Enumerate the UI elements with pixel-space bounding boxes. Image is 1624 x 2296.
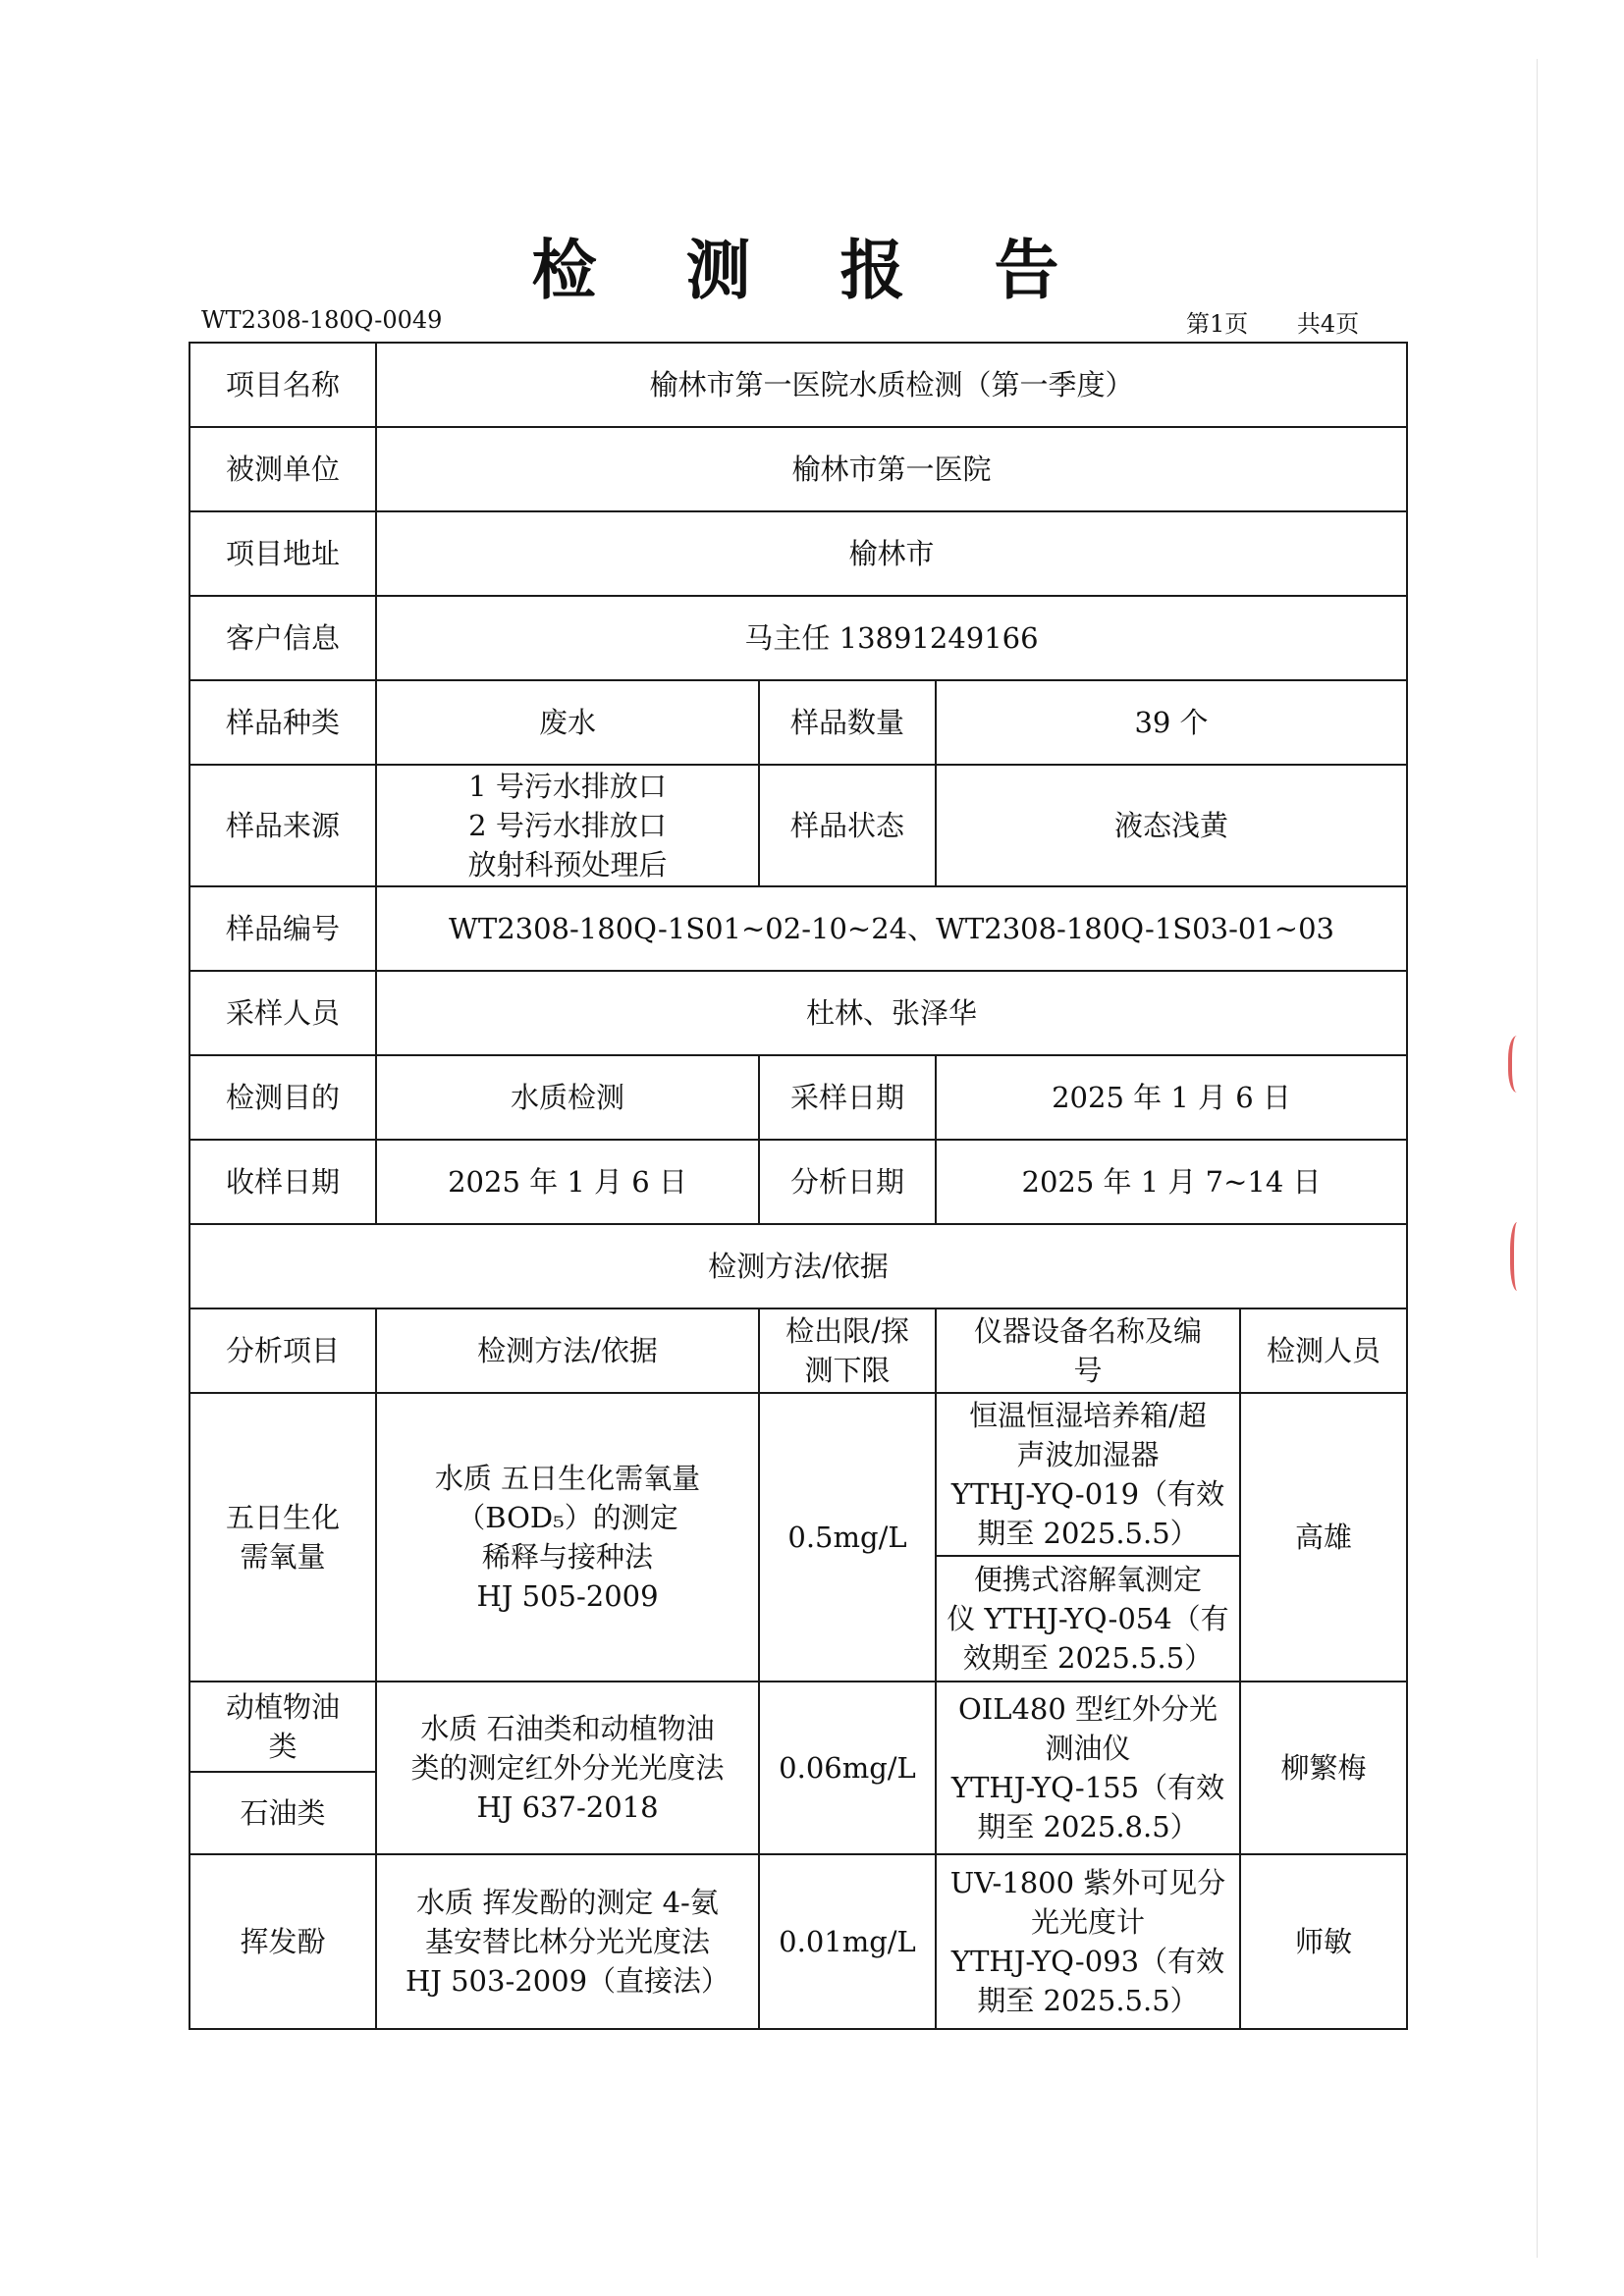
seal-fragment bbox=[1510, 1222, 1528, 1291]
item-line: 需氧量 bbox=[240, 1540, 326, 1574]
instrument-line: 期至 2025.5.5） bbox=[977, 1517, 1199, 1551]
analyst-bod: 高雄 bbox=[1240, 1393, 1407, 1682]
page-total: 共4页 bbox=[1296, 310, 1360, 338]
report-number: WT2308-180Q-0049 bbox=[201, 306, 443, 334]
label-samplers: 采样人员 bbox=[189, 971, 376, 1055]
instrument-line: YTHJ-YQ-155（有效 bbox=[950, 1771, 1225, 1804]
item-phenol: 挥发酚 bbox=[189, 1854, 376, 2029]
instrument-line: 恒温恒湿培养箱/超 bbox=[969, 1398, 1207, 1432]
label-project-name: 项目名称 bbox=[189, 343, 376, 427]
instrument-oil bbox=[936, 1682, 1240, 1854]
instrument-line: 声波加湿器 bbox=[1016, 1437, 1160, 1471]
scan-edge-line bbox=[1537, 59, 1538, 2258]
header-instrument-line: 仪器设备名称及编 bbox=[973, 1313, 1202, 1348]
row-phenol bbox=[189, 1854, 1407, 2029]
header-limit-line: 检出限/探 bbox=[785, 1313, 909, 1348]
row-purpose bbox=[189, 1055, 1407, 1140]
page-current: 第1页 bbox=[1186, 310, 1249, 338]
row-client-info bbox=[189, 596, 1407, 680]
header-method: 检测方法/依据 bbox=[376, 1308, 759, 1393]
methods-section-title: 检测方法/依据 bbox=[189, 1224, 1407, 1308]
item-animal-veg-oil bbox=[189, 1682, 376, 1772]
label-inspected-unit: 被测单位 bbox=[189, 427, 376, 511]
row-sample-id bbox=[189, 886, 1407, 971]
header-instrument bbox=[936, 1308, 1240, 1393]
instrument-line: 仪 YTHJ-YQ-054（有 bbox=[947, 1601, 1229, 1635]
instrument-line: 光光度计 bbox=[1030, 1904, 1145, 1939]
label-purpose: 检测目的 bbox=[189, 1055, 376, 1140]
label-sample-type: 样品种类 bbox=[189, 680, 376, 765]
label-sampling-date: 采样日期 bbox=[759, 1055, 936, 1140]
label-sample-source: 样品来源 bbox=[189, 765, 376, 886]
value-sample-id: WT2308-180Q-1S01~02-10~24、WT2308-180Q-1S03-01~03 bbox=[376, 886, 1407, 971]
method-line: 水质 挥发酚的测定 4-氨 bbox=[416, 1885, 719, 1919]
label-sample-count: 样品数量 bbox=[759, 680, 936, 765]
instrument-line: 便携式溶解氧测定 bbox=[973, 1562, 1202, 1596]
page-title: 检 测 报 告 bbox=[531, 233, 1093, 308]
method-line: 水质 五日生化需氧量 bbox=[434, 1461, 701, 1495]
value-purpose: 水质检测 bbox=[376, 1055, 759, 1140]
value-inspected-unit: 榆林市第一医院 bbox=[376, 427, 1407, 511]
limit-oil: 0.06mg/L bbox=[759, 1682, 936, 1854]
seal-fragment bbox=[1508, 1036, 1530, 1093]
header-limit bbox=[759, 1308, 936, 1393]
item-line: 五日生化 bbox=[225, 1500, 340, 1534]
item-petroleum: 石油类 bbox=[189, 1772, 376, 1854]
row-sample-type bbox=[189, 680, 1407, 765]
value-sample-count: 39 个 bbox=[936, 680, 1407, 765]
value-project-address: 榆林市 bbox=[376, 511, 1407, 596]
header-item: 分析项目 bbox=[189, 1308, 376, 1393]
method-line: 基安替比林分光光度法 bbox=[424, 1924, 710, 1958]
instrument-line: OIL480 型红外分光 bbox=[957, 1691, 1218, 1726]
limit-bod: 0.5mg/L bbox=[759, 1393, 936, 1682]
item-bod bbox=[189, 1393, 376, 1682]
row-methods-title bbox=[189, 1224, 1407, 1308]
item-line: 动植物油 bbox=[225, 1689, 340, 1724]
row-samplers bbox=[189, 971, 1407, 1055]
instrument-line: 测油仪 bbox=[1045, 1731, 1131, 1765]
analyst-phenol: 师敏 bbox=[1240, 1854, 1407, 2029]
value-sampling-date: 2025 年 1 月 6 日 bbox=[936, 1055, 1407, 1140]
label-sample-state: 样品状态 bbox=[759, 765, 936, 886]
row-bod-a bbox=[189, 1393, 1407, 1556]
source-line: 2 号污水排放口 bbox=[468, 808, 667, 842]
instrument-bod-2 bbox=[936, 1556, 1240, 1682]
method-line: HJ 505-2009 bbox=[476, 1579, 659, 1614]
method-line: 类的测定红外分光光度法 bbox=[410, 1750, 725, 1785]
row-oil-a bbox=[189, 1682, 1407, 1772]
value-samplers: 杜林、张泽华 bbox=[376, 971, 1407, 1055]
instrument-line: 效期至 2025.5.5） bbox=[962, 1641, 1214, 1675]
value-project-name: 榆林市第一医院水质检测（第一季度） bbox=[376, 343, 1407, 427]
method-line: （BOD₅）的测定 bbox=[457, 1500, 678, 1534]
header-limit-line: 测下限 bbox=[804, 1354, 891, 1387]
analyst-oil: 柳繁梅 bbox=[1240, 1682, 1407, 1854]
page-indicator bbox=[1186, 304, 1359, 339]
instrument-phenol bbox=[936, 1854, 1240, 2029]
instrument-bod-1 bbox=[936, 1393, 1240, 1556]
value-sample-source bbox=[376, 765, 759, 886]
instrument-line: YTHJ-YQ-093（有效 bbox=[950, 1945, 1225, 1978]
header-instrument-line: 号 bbox=[1073, 1354, 1103, 1387]
item-line: 类 bbox=[268, 1730, 298, 1763]
instrument-line: 期至 2025.5.5） bbox=[977, 1984, 1199, 2018]
instrument-line: UV-1800 紫外可见分 bbox=[949, 1865, 1226, 1899]
method-line: 稀释与接种法 bbox=[481, 1540, 653, 1574]
source-line: 1 号污水排放口 bbox=[468, 769, 667, 803]
method-oil bbox=[376, 1682, 759, 1854]
instrument-line: YTHJ-YQ-019（有效 bbox=[950, 1477, 1225, 1511]
row-receipt-date bbox=[189, 1140, 1407, 1224]
row-methods-header bbox=[189, 1308, 1407, 1393]
label-project-address: 项目地址 bbox=[189, 511, 376, 596]
method-phenol bbox=[376, 1854, 759, 2029]
method-line: HJ 503-2009（直接法） bbox=[405, 1964, 731, 1998]
row-inspected-unit bbox=[189, 427, 1407, 511]
value-sample-type: 废水 bbox=[376, 680, 759, 765]
header-analyst: 检测人员 bbox=[1240, 1308, 1407, 1393]
method-line: 水质 石油类和动植物油 bbox=[420, 1711, 715, 1745]
value-client-info: 马主任 13891249166 bbox=[376, 596, 1407, 680]
row-project-name bbox=[189, 343, 1407, 427]
row-sample-source bbox=[189, 765, 1407, 886]
label-client-info: 客户信息 bbox=[189, 596, 376, 680]
label-sample-id: 样品编号 bbox=[189, 886, 376, 971]
row-project-address bbox=[189, 511, 1407, 596]
method-line: HJ 637-2018 bbox=[476, 1790, 659, 1824]
source-line: 放射科预处理后 bbox=[467, 848, 668, 881]
value-receipt-date: 2025 年 1 月 6 日 bbox=[376, 1140, 759, 1224]
report-table bbox=[189, 342, 1408, 2030]
value-sample-state: 液态浅黄 bbox=[936, 765, 1407, 886]
limit-phenol: 0.01mg/L bbox=[759, 1854, 936, 2029]
label-analysis-date: 分析日期 bbox=[759, 1140, 936, 1224]
value-analysis-date: 2025 年 1 月 7~14 日 bbox=[936, 1140, 1407, 1224]
label-receipt-date: 收样日期 bbox=[189, 1140, 376, 1224]
instrument-line: 期至 2025.8.5） bbox=[977, 1810, 1199, 1844]
method-bod bbox=[376, 1393, 759, 1682]
